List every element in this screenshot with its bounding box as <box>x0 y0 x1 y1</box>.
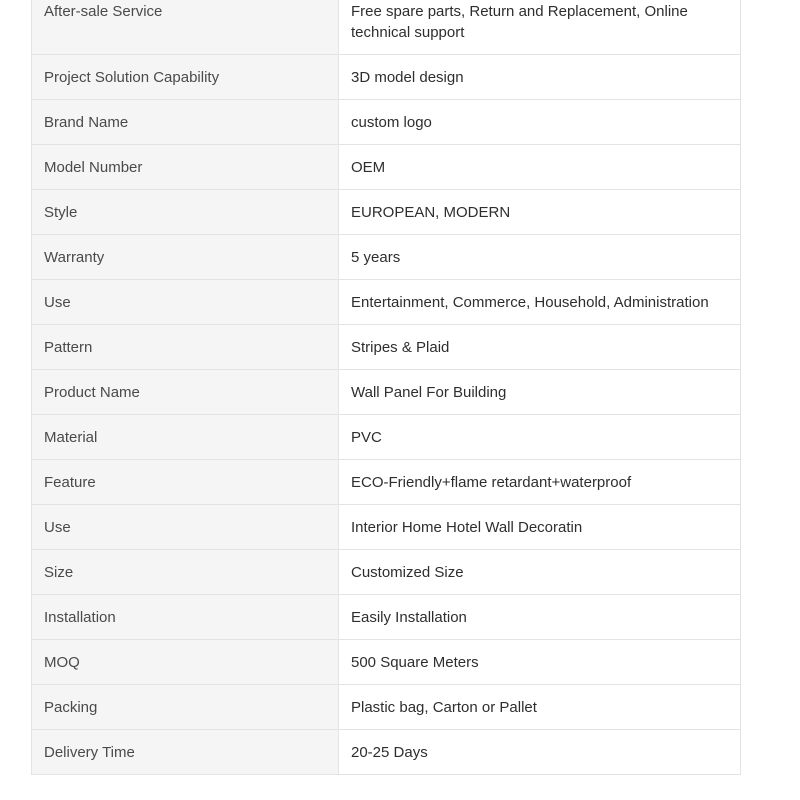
spec-key-label: Project Solution Capability <box>44 69 220 86</box>
spec-value-text: PVC <box>351 429 382 446</box>
spec-value-text: 20-25 Days <box>351 744 428 761</box>
spec-key-cell <box>32 100 339 145</box>
spec-key-label: MOQ <box>44 654 80 671</box>
spec-key-label: Delivery Time <box>44 744 135 761</box>
spec-value-cell <box>339 640 741 685</box>
spec-key-label: Material <box>44 429 98 446</box>
spec-value-cell <box>339 595 741 640</box>
table-row <box>32 55 741 100</box>
table-row <box>32 0 741 55</box>
spec-key-cell <box>32 550 339 595</box>
spec-key-cell <box>32 640 339 685</box>
spec-key-label: Pattern <box>44 339 93 356</box>
spec-key-cell <box>32 730 339 775</box>
spec-value-text: Plastic bag, Carton or Pallet <box>351 699 537 716</box>
spec-key-label: Use <box>44 519 71 536</box>
table-row <box>32 235 741 280</box>
table-row <box>32 730 741 775</box>
spec-value-text: EUROPEAN, MODERN <box>351 204 511 221</box>
table-row <box>32 325 741 370</box>
spec-key-label: Brand Name <box>44 114 129 131</box>
spec-value-cell <box>339 145 741 190</box>
spec-value-cell <box>339 190 741 235</box>
spec-key-label: Product Name <box>44 384 140 401</box>
spec-key-cell <box>32 325 339 370</box>
spec-value-cell <box>339 370 741 415</box>
spec-key-cell <box>32 415 339 460</box>
spec-value-text: custom logo <box>351 114 432 131</box>
table-row <box>32 370 741 415</box>
table-row <box>32 550 741 595</box>
spec-key-label: After-sale Service <box>44 3 163 20</box>
spec-key-cell <box>32 685 339 730</box>
table-row <box>32 280 741 325</box>
spec-value-text: Entertainment, Commerce, Household, Administration <box>351 294 709 311</box>
spec-value-text: Customized Size <box>351 564 464 581</box>
table-row <box>32 145 741 190</box>
spec-value-cell <box>339 685 741 730</box>
spec-value-text: Interior Home Hotel Wall Decoratin <box>351 519 583 536</box>
spec-key-label: Feature <box>44 474 96 491</box>
table-row <box>32 595 741 640</box>
spec-value-text: 5 years <box>351 249 401 266</box>
spec-table-body <box>32 0 741 775</box>
spec-value-cell <box>339 730 741 775</box>
spec-value-cell <box>339 415 741 460</box>
spec-value-cell <box>339 325 741 370</box>
spec-value-cell <box>339 280 741 325</box>
spec-key-cell <box>32 505 339 550</box>
product-spec-table <box>31 0 741 775</box>
spec-value-cell <box>339 550 741 595</box>
spec-key-label: Installation <box>44 609 116 626</box>
spec-key-label: Packing <box>44 699 98 716</box>
spec-key-cell <box>32 460 339 505</box>
spec-value-cell <box>339 505 741 550</box>
spec-value-text: 3D model design <box>351 69 464 86</box>
spec-key-label: Style <box>44 204 78 221</box>
table-row <box>32 640 741 685</box>
spec-value-text: Wall Panel For Building <box>351 384 507 401</box>
spec-key-cell <box>32 280 339 325</box>
spec-value-cell <box>339 460 741 505</box>
spec-value-cell <box>339 100 741 145</box>
spec-key-label: Model Number <box>44 159 143 176</box>
spec-key-cell <box>32 190 339 235</box>
table-row <box>32 100 741 145</box>
spec-key-cell <box>32 145 339 190</box>
spec-value-text: Free spare parts, Return and Replacement, Online technical support <box>351 3 688 41</box>
spec-value-cell <box>339 0 741 55</box>
spec-key-cell <box>32 0 339 55</box>
spec-key-cell <box>32 595 339 640</box>
spec-key-label: Warranty <box>44 249 105 266</box>
spec-value-text: ECO-Friendly+flame retardant+waterproof <box>351 474 632 491</box>
spec-key-label: Use <box>44 294 71 311</box>
spec-key-cell <box>32 370 339 415</box>
table-row <box>32 685 741 730</box>
spec-value-text: OEM <box>351 159 386 176</box>
spec-value-text: Stripes & Plaid <box>351 339 450 356</box>
spec-key-cell <box>32 235 339 280</box>
spec-value-cell <box>339 235 741 280</box>
table-row <box>32 415 741 460</box>
spec-key-label: Size <box>44 564 74 581</box>
spec-key-cell <box>32 55 339 100</box>
table-row <box>32 190 741 235</box>
table-row <box>32 460 741 505</box>
spec-value-text: Easily Installation <box>351 609 467 626</box>
spec-value-text: 500 Square Meters <box>351 654 479 671</box>
table-row <box>32 505 741 550</box>
spec-value-cell <box>339 55 741 100</box>
